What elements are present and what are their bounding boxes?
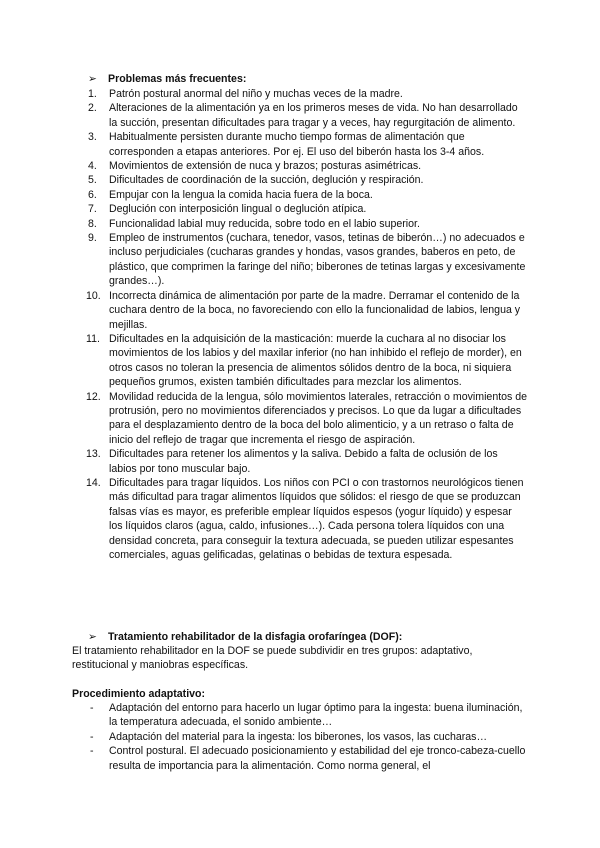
- item-text: Alteraciones de la alimentación ya en los primeros meses de vida. No han desarrollado la succión, presentan dificultades para tragar y a veces, hay regurgitación de alimento.: [109, 102, 518, 129]
- item-text: Incorrecta dinámica de alimentación por parte de la madre. Derramar el contenido de la cuchara dentro de la boca, no favoreciendo con ello la funcionalidad de labios, lengua y mejillas.: [109, 289, 521, 331]
- item-number: 8.: [88, 217, 97, 230]
- list-item: [88, 701, 528, 730]
- adaptive-procedures-list: [88, 701, 528, 773]
- list-item: [88, 231, 528, 289]
- item-text: Habitualmente persisten durante mucho tiempo formas de alimentación que corresponden a etapas anteriores. Por ej. El uso del biberón hasta los 3-4 años.: [109, 131, 485, 158]
- item-text: Control postural. El adecuado posicionamiento y estabilidad del eje tronco-cabeza-cuello resulta de importancia para la alimentación. Como norma general, el: [109, 745, 526, 772]
- list-item: [88, 130, 528, 159]
- item-number: 7.: [88, 203, 97, 216]
- item-text: Empleo de instrumentos (cuchara, tenedor, vasos, tetinas de biberón…) no adecuados e incluso perjudiciales (cucharas grandes y hondas, vasos grandes, baberos en peto, de plástico, que comprimen la faringe del niño; biberones de tetinas largas y excesivamente grandes…).: [109, 232, 526, 288]
- subsection-title-adaptive: Procedimiento adaptativo:: [72, 688, 206, 700]
- item-text: Dificultades en la adquisición de la masticación: muerde la cuchara al no disociar los movimientos de los labios y del maxilar inferior (no han inhibido el reflejo de morder), en otros casos no toleran la presencia de alimentos sólidos dentro de la boca, ni siquiera pequeños grumos, existen también dificultades para mezclar los alimentos.: [109, 332, 522, 389]
- item-text: Patrón postural anormal del niño y muchas veces de la madre.: [109, 88, 403, 100]
- item-text: Movimientos de extensión de nuca y brazos; posturas asimétricas.: [109, 160, 422, 173]
- list-item: [88, 87, 528, 101]
- item-text: Funcionalidad labial muy reducida, sobre todo en el labio superior.: [109, 217, 420, 230]
- item-text: Adaptación del material para la ingesta: los biberones, los vasos, las cucharas…: [109, 730, 488, 743]
- item-text: Empujar con la lengua la comida hacia fuera de la boca.: [109, 188, 373, 201]
- list-item: [88, 188, 528, 202]
- item-number: 14.: [86, 476, 101, 489]
- list-item: [88, 730, 528, 744]
- treatment-intro-paragraph: El tratamiento rehabilitador en la DOF se puede subdividir en tres grupos: adaptativo, restitucional y maniobras específicas.: [72, 645, 473, 672]
- list-item: [88, 173, 528, 187]
- problems-list: [88, 87, 528, 562]
- item-text: Dificultades para tragar líquidos. Los niños con PCI o con trastornos neurológicos tienen más dificultad para tragar alimentos líquidos que sólidos: el riesgo de que se produzcan falsas vías es mayor, es preferible emplear líquidos espesos (yogur líquido) y espesar los líquidos claros (agua, caldo, infusiones…). Cada persona tolera líquidos con una densidad concreta, para conseguir la textura adecuada, se pueden utilizar espesantes comerciales, aguas gelificadas, gelatinas o bebidas de textura espesada.: [109, 476, 524, 561]
- item-number: 9.: [88, 232, 97, 245]
- list-item: [88, 476, 528, 562]
- item-number: 3.: [88, 131, 97, 144]
- section-title: Problemas más frecuentes:: [108, 73, 247, 85]
- list-item: [88, 390, 528, 448]
- item-number: 1.: [88, 88, 97, 100]
- list-item: [88, 332, 528, 390]
- section-heading-treatment: [88, 630, 402, 644]
- arrow-bullet-icon: ➢: [88, 73, 97, 85]
- list-item: [88, 101, 528, 130]
- list-item: [88, 217, 528, 231]
- list-item: [88, 202, 528, 216]
- item-number: 10.: [86, 289, 101, 302]
- item-text: Dificultades para retener los alimentos y la saliva. Debido a falta de oclusión de los labios por tono muscular bajo.: [109, 448, 498, 475]
- item-text: Adaptación del entorno para hacerlo un lugar óptimo para la ingesta: buena iluminación, la temperatura adecuada, el sonido ambiente…: [109, 702, 523, 729]
- item-text: Movilidad reducida de la lengua, sólo movimientos laterales, retracción o movimientos de protrusión, pero no movimientos diferenciados y precisos. Lo que da lugar a dificultades para el desplazamiento dentro de la boca del bolo alimenticio, y a un retraso o falta de inicio del reflejo de tragar que incrementa el riesgo de aspiración.: [109, 390, 528, 446]
- arrow-bullet-icon: ➢: [88, 631, 97, 643]
- list-item: [88, 289, 528, 332]
- list-item: [88, 447, 528, 476]
- item-number: 11.: [86, 332, 100, 345]
- list-item: [88, 744, 528, 773]
- item-number: 5.: [88, 174, 97, 187]
- section-title: Tratamiento rehabilitador de la disfagia orofaríngea (DOF):: [108, 631, 403, 643]
- list-item: [88, 159, 528, 173]
- item-number: 2.: [88, 102, 97, 115]
- dash-bullet: -: [90, 745, 94, 758]
- item-number: 6.: [88, 188, 97, 201]
- dash-bullet: -: [90, 730, 94, 743]
- item-number: 4.: [88, 160, 97, 173]
- item-number: 12.: [86, 390, 101, 403]
- dash-bullet: -: [90, 702, 94, 714]
- section-heading-problems: [88, 72, 246, 86]
- item-number: 13.: [86, 448, 101, 461]
- item-text: Deglución con interposición lingual o deglución atípica.: [109, 203, 367, 216]
- item-text: Dificultades de coordinación de la succión, deglución y respiración.: [109, 174, 424, 187]
